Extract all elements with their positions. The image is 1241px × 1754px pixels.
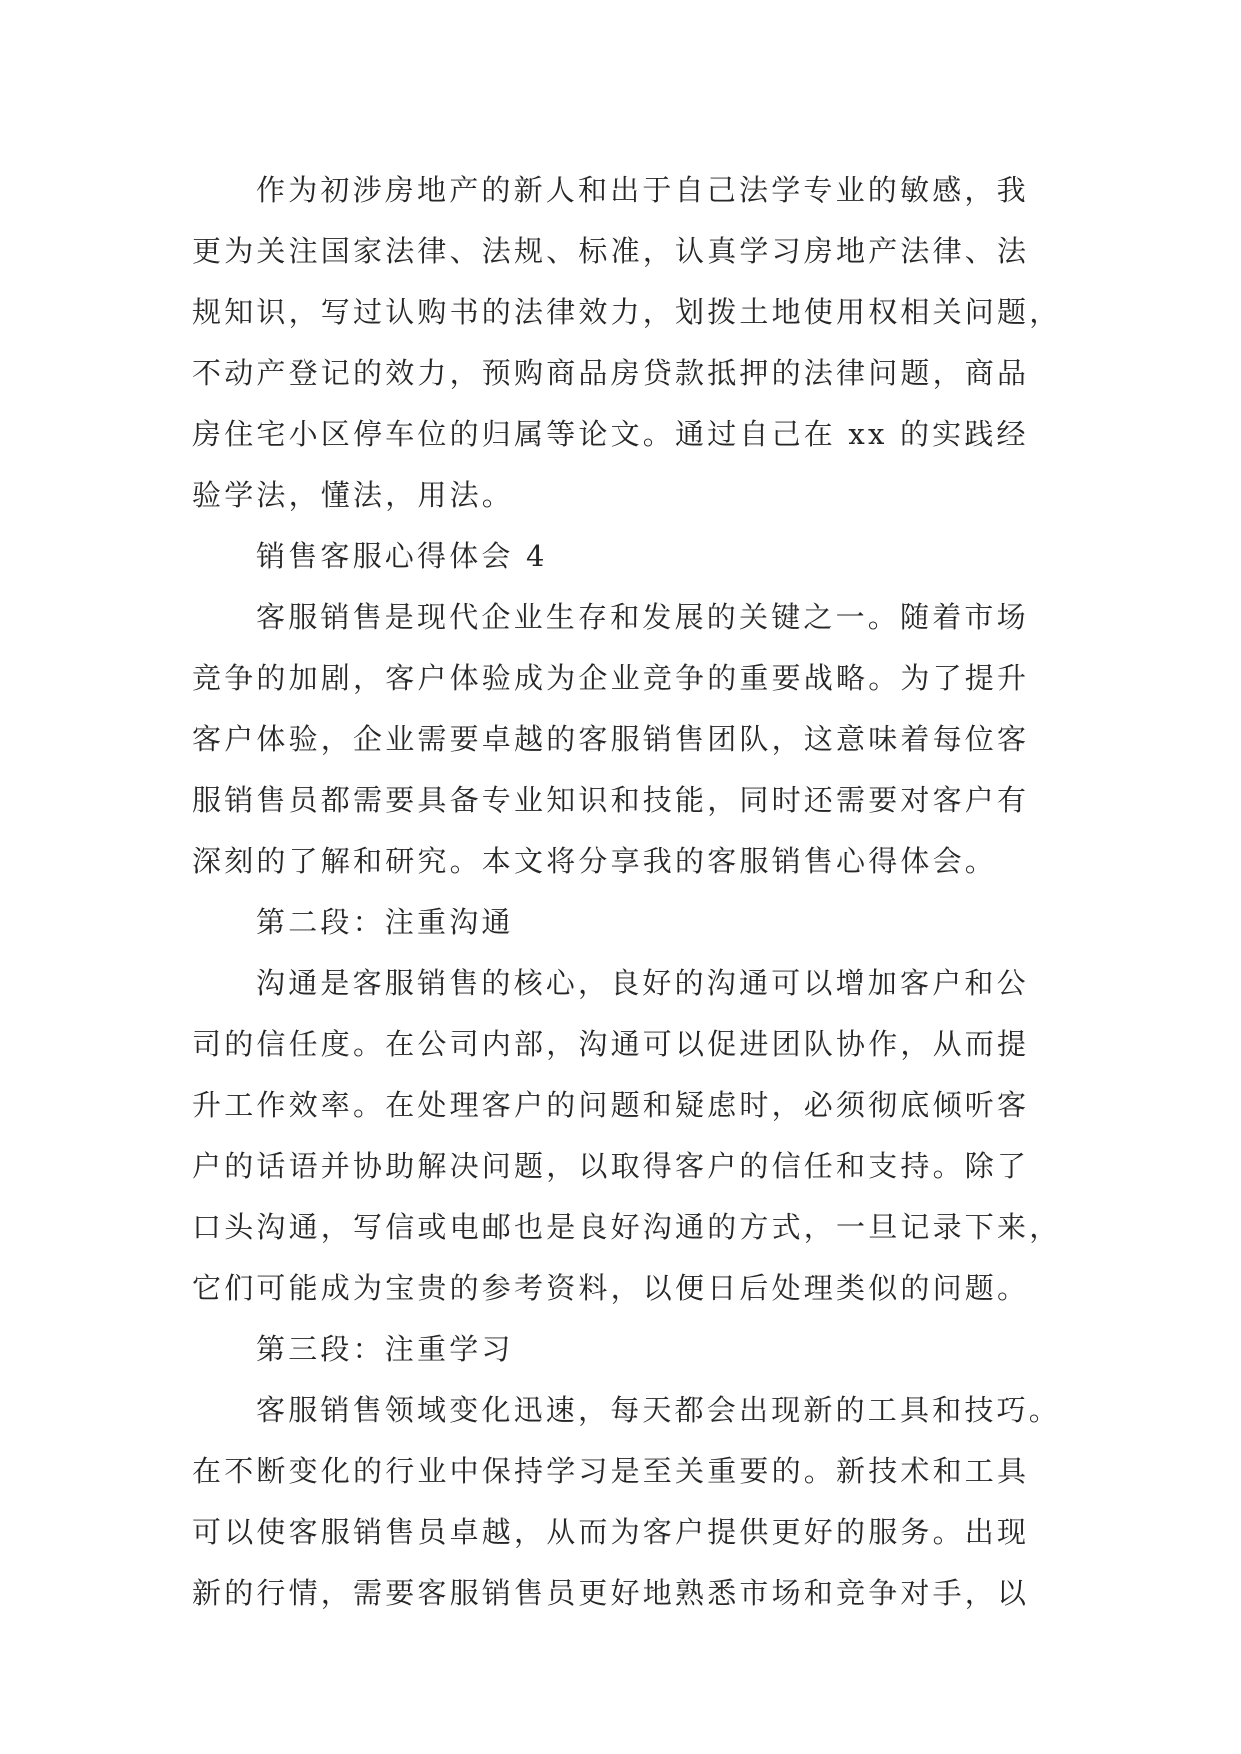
text-line: 更为关注国家法律、法规、标准，认真学习房地产法律、法: [192, 234, 1030, 268]
text-line: 在不断变化的行业中保持学习是至关重要的。新技术和工具: [192, 1454, 1030, 1488]
section-heading: 销售客服心得体会 4: [256, 539, 548, 573]
text-line: 新的行情，需要客服销售员更好地熟悉市场和竞争对手，以: [192, 1576, 1030, 1610]
paragraph: [192, 587, 1052, 892]
document-body: [192, 160, 1062, 1624]
text-line: 客服销售领域变化迅速，每天都会出现新的工具和技巧。: [256, 1393, 1062, 1427]
text-line: 竞争的加剧，客户体验成为企业竞争的重要战略。为了提升: [192, 661, 1030, 695]
text-line: 户的话语并协助解决问题，以取得客户的信任和支持。除了: [192, 1149, 1030, 1183]
text-line: 不动产登记的效力，预购商品房贷款抵押的法律问题，商品: [192, 356, 1030, 390]
text-line: 沟通是客服销售的核心，良好的沟通可以增加客户和公: [256, 966, 1029, 1000]
text-line: 房住宅小区停车位的归属等论文。通过自己在 xx 的实践经: [192, 417, 1029, 451]
paragraph: [192, 160, 1062, 526]
text-line: 升工作效率。在处理客户的问题和疑虑时，必须彻底倾听客: [192, 1088, 1030, 1122]
paragraph: [192, 953, 1062, 1319]
text-line: 作为初涉房地产的新人和出于自己法学专业的敏感，我: [256, 173, 1029, 207]
text-line: 客户体验，企业需要卓越的客服销售团队，这意味着每位客: [192, 722, 1030, 756]
text-line: 司的信任度。在公司内部，沟通可以促进团队协作，从而提: [192, 1027, 1030, 1061]
text-line: 它们可能成为宝贵的参考资料，以便日后处理类似的问题。: [192, 1271, 1030, 1305]
text-line: 客服销售是现代企业生存和发展的关键之一。随着市场: [256, 600, 1029, 634]
text-line: 服销售员都需要具备专业知识和技能，同时还需要对客户有: [192, 783, 1030, 817]
text-line: 可以使客服销售员卓越，从而为客户提供更好的服务。出现: [192, 1515, 1030, 1549]
section-heading: 第三段：注重学习: [256, 1332, 514, 1366]
text-line: 规知识，写过认购书的法律效力，划拨土地使用权相关问题，: [192, 295, 1062, 329]
text-line: 口头沟通，写信或电邮也是良好沟通的方式，一旦记录下来，: [192, 1210, 1062, 1244]
text-line: 深刻的了解和研究。本文将分享我的客服销售心得体会。: [192, 844, 998, 878]
section-heading: 第二段：注重沟通: [256, 905, 514, 939]
paragraph: [192, 1380, 1062, 1624]
text-line: 验学法，懂法，用法。: [192, 478, 515, 512]
